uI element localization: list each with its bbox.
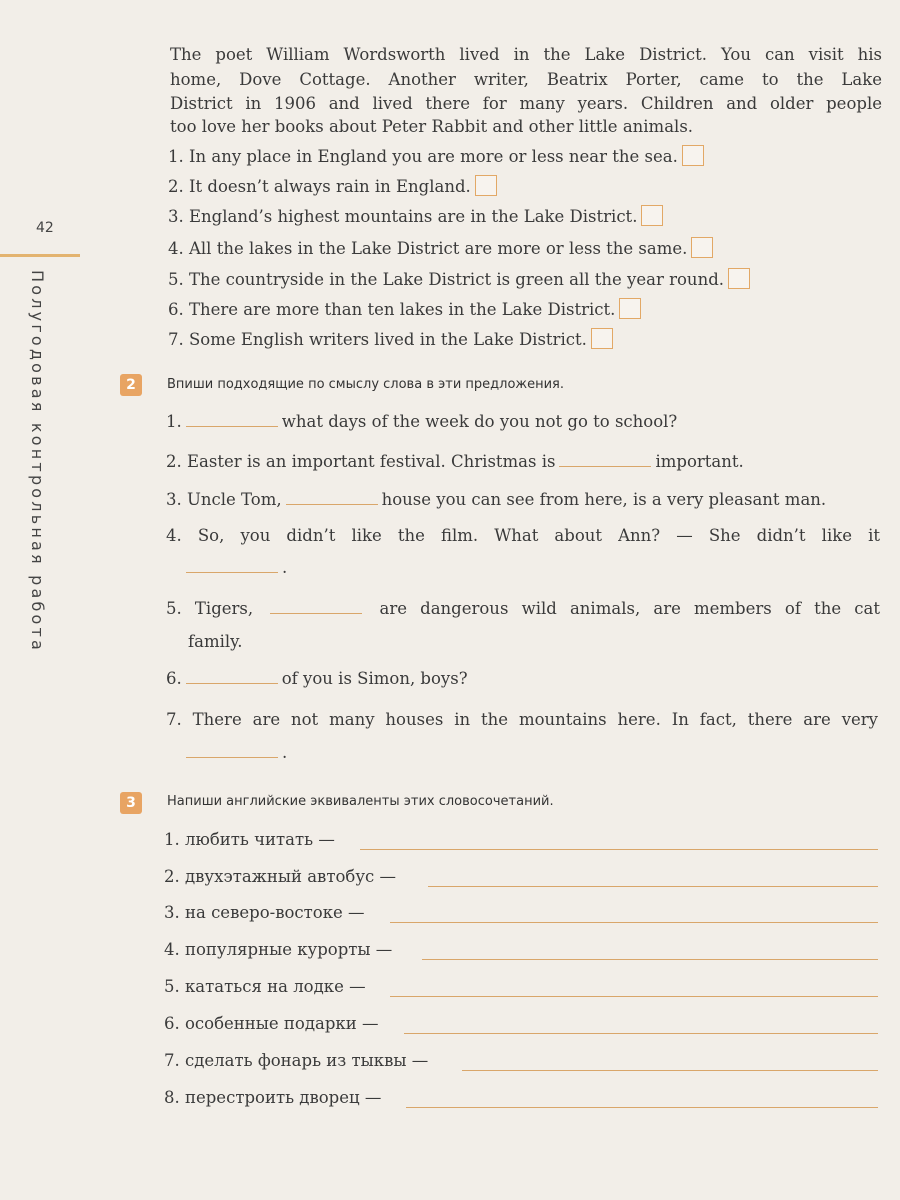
answer-line[interactable] (390, 996, 878, 997)
answer-checkbox[interactable] (691, 237, 713, 258)
answer-line[interactable] (390, 922, 878, 923)
tf-item: 2. It doesn’t always rain in England. (168, 175, 497, 197)
task-number-badge: 3 (120, 792, 142, 814)
page-number: 42 (36, 220, 54, 236)
answer-line[interactable] (404, 1033, 878, 1034)
paragraph-line: The poet William Wordsworth lived in the Lake District. You can visit his (170, 45, 882, 64)
fill-item: 7. There are not many houses in the mountains here. In fact, there are very (166, 710, 878, 729)
translate-item: 6. особенные подарки — (164, 1014, 379, 1033)
paragraph-line: home, Dove Cottage. Another writer, Beatrix Porter, came to the Lake (170, 70, 882, 89)
answer-checkbox[interactable] (641, 205, 663, 226)
task-number-badge: 2 (120, 374, 142, 396)
fill-item-cont: family. (188, 632, 243, 651)
translate-item: 3. на северо-востоке — (164, 903, 365, 922)
answer-line[interactable] (422, 959, 878, 960)
task-instruction: Напиши английские эквиваленты этих словосочетаний. (167, 794, 554, 809)
side-title: Полугодовая контрольная работа (28, 270, 47, 654)
answer-blank[interactable] (186, 669, 278, 684)
translate-item: 8. перестроить дворец — (164, 1088, 382, 1107)
answer-blank[interactable] (186, 743, 278, 758)
answer-checkbox[interactable] (475, 175, 497, 196)
fill-item: 3. Uncle Tom, house you can see from here, is a very pleasant man. (166, 490, 827, 509)
fill-item: 4. So, you didn’t like the film. What about Ann? — She didn’t like it (166, 526, 880, 545)
translate-item: 5. кататься на лодке — (164, 977, 366, 996)
translate-item: 1. любить читать — (164, 830, 335, 849)
answer-line[interactable] (360, 849, 878, 850)
tf-item: 4. All the lakes in the Lake District are more or less the same. (168, 237, 713, 259)
paragraph-line: District in 1906 and lived there for many years. Children and older people (170, 94, 882, 113)
answer-blank[interactable] (270, 599, 362, 614)
answer-blank[interactable] (186, 412, 278, 427)
tf-item: 7. Some English writers lived in the Lake District. (168, 328, 613, 350)
tf-item: 5. The countryside in the Lake District is green all the year round. (168, 268, 750, 290)
answer-line[interactable] (428, 886, 878, 887)
answer-checkbox[interactable] (591, 328, 613, 349)
translate-item: 2. двухэтажный автобус — (164, 867, 397, 886)
translate-item: 7. сделать фонарь из тыквы — (164, 1051, 429, 1070)
tf-item: 3. England’s highest mountains are in the Lake District. (168, 205, 663, 227)
task-instruction: Впиши подходящие по смыслу слова в эти предложения. (167, 377, 565, 392)
translate-item: 4. популярные курорты — (164, 940, 393, 959)
fill-item: 5. Tigers, are dangerous wild animals, are members of the cat (166, 599, 881, 618)
answer-blank[interactable] (286, 490, 378, 505)
fill-item-cont: . (186, 558, 287, 578)
answer-checkbox[interactable] (728, 268, 750, 289)
answer-checkbox[interactable] (682, 145, 704, 166)
fill-item: 2. Easter is an important festival. Christmas is important. (166, 452, 744, 471)
fill-item: 1. what days of the week do you not go to school? (166, 412, 678, 431)
tf-item: 1. In any place in England you are more or less near the sea. (168, 145, 704, 167)
fill-item-cont: . (186, 743, 287, 763)
answer-line[interactable] (406, 1107, 878, 1108)
answer-blank[interactable] (559, 452, 651, 467)
answer-line[interactable] (462, 1070, 878, 1071)
paragraph-line: too love her books about Peter Rabbit and other little animals. (170, 117, 694, 136)
answer-checkbox[interactable] (619, 298, 641, 319)
tf-item: 6. There are more than ten lakes in the Lake District. (168, 298, 641, 320)
answer-blank[interactable] (186, 558, 278, 573)
fill-item: 6. of you is Simon, boys? (166, 669, 468, 688)
divider (0, 254, 80, 257)
